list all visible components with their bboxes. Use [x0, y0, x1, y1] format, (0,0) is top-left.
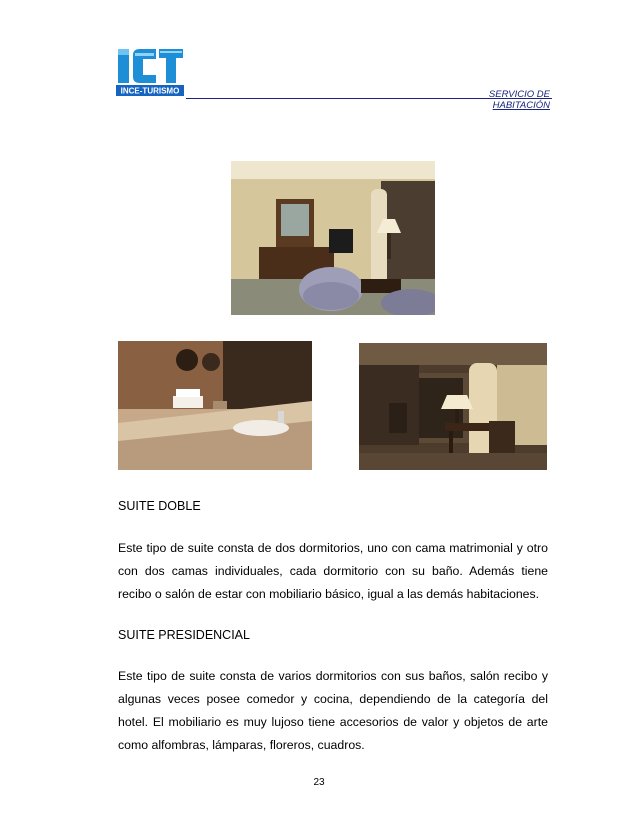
section-title-suite-presidencial: SUITE PRESIDENCIAL — [118, 628, 250, 642]
logo-text: INCE-TURISMO — [120, 86, 180, 96]
section-body-suite-presidencial: Este tipo de suite consta de varios dormitorios con sus baños, salón recibo y algunas veces posee comedor y cocina, dependiendo de la categoría del hotel. El mobiliario es muy lujoso tiene accesorios de valor y objetos de arte como alfombras, lámparas, floreros, cuadros. — [118, 669, 548, 752]
page-number: 23 — [313, 777, 325, 788]
photo-bathroom-vanity — [118, 341, 312, 470]
section-title-suite-doble: SUITE DOBLE — [118, 499, 201, 513]
photo-room-desk-lamp — [359, 343, 547, 470]
logo-graphic — [116, 47, 184, 97]
photo-suite-living-room — [231, 161, 435, 315]
ince-turismo-logo — [116, 47, 184, 97]
header-title — [489, 89, 550, 111]
header-title-line2: HABITACIÓN — [492, 100, 550, 111]
section-body-suite-doble: Este tipo de suite consta de dos dormitorios, uno con cama matrimonial y otro con dos camas individuales, cada dormitorio con su baño. Además tiene recibo o salón de estar con mobiliario básico, igual a las demás habitaciones. — [118, 541, 548, 601]
header-title-line1: SERVICIO DE — [488, 89, 550, 100]
